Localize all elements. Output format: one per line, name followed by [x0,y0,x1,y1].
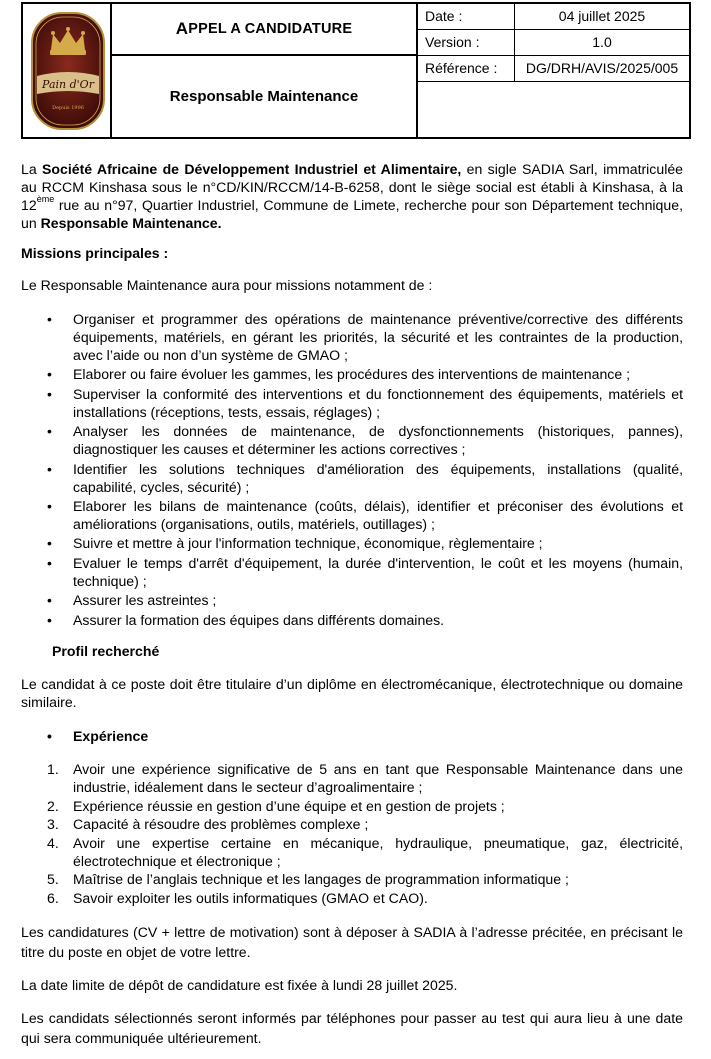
item-number: 4. [47,834,59,851]
intro-sup: ème [36,194,55,205]
profil-text: Le candidat à ce poste doit être titulaire d’un diplôme en électromécanique, électrotechnique ou domaine similaire. [21,675,683,710]
meta-value: DG/DRH/AVIS/2025/005 [514,56,689,81]
intro-role: Responsable Maintenance. [40,215,222,231]
intro-la: La [21,161,42,177]
missions-heading: Missions principales : [21,245,169,261]
intro-paragraph [21,160,683,232]
item-number: 2. [47,797,59,814]
pain-dor-logo [31,12,105,130]
meta-value: 04 juillet 2025 [514,4,689,29]
closing-paragraph-1: Les candidatures (CV + lettre de motivation) sont à déposer à SADIA à l’adresse précitée, en précisant le titre du poste en objet de votre lettre. [21,924,683,961]
item-text: Expérience réussie en gestion d’une équipe et en gestion de projets ; [73,797,505,814]
logo-cell [23,4,112,137]
meta-table [416,4,689,137]
intro-text-1: en sigle SADIA Sarl, immatriculée au RCCM Kinshasa sous le n°CD/KIN/RCCM/14-B-6258, dont le siège social est établi à Kinshasa, à la 12 [21,161,684,213]
item-text: Avoir une expérience significative de 5 ans en tant que Responsable Maintenance dans une industrie, idéalement dans le secteur d’agroalimentaire ; [73,761,683,796]
meta-key: Version : [425,34,480,50]
item-number: 6. [47,889,59,906]
list-item: • Assurer les astreintes ; [21,591,683,609]
experience-list [21,760,683,907]
meta-key: Référence : [425,60,498,76]
missions-list [21,310,683,629]
profil-heading: Profil recherché [52,642,160,659]
experience-label: • Expérience [21,727,683,745]
item-number: 3. [47,816,59,833]
document-header [21,2,691,139]
list-item: • Analyser les données de maintenance, de dysfonctionnements (historiques, pannes), diagnostiquer les causes et déterminer les actions correctives ; [21,422,683,458]
document-body [21,160,683,1048]
list-item [21,870,683,888]
logo-tagline: Depuis 1996 [52,105,84,111]
title-rest: PPEL A CANDIDATURE [188,21,353,37]
list-item: • Suivre et mettre à jour l'information technique, économique, règlementaire ; [21,534,683,552]
item-text: Savoir exploiter les outils informatiques (GMAO et CAO). [73,889,428,906]
list-item: • Elaborer les bilans de maintenance (coûts, délais), identifier et préconiser des évolutions et améliorations (organisations, outils, matériels, outillages) ; [21,497,683,533]
logo-text: Pain d'Or [42,78,94,91]
list-item: • Assurer la formation des équipes dans différents domaines. [21,611,683,629]
list-item [21,834,683,870]
meta-row-date [418,4,689,30]
closing-paragraph-3: Les candidats sélectionnés seront informés par téléphones pour passer au test qui aura lieu à une date qui sera communiquée ultérieurement. [21,1010,683,1047]
meta-value: 1.0 [514,30,689,55]
list-item: • Superviser la conformité des interventions et du fonctionnement des équipements, matériels et installations (réceptions, tests, essais, réglages) ; [21,385,683,421]
list-item: • Identifier les solutions techniques d'amélioration des équipements, installations (qualité, capabilité, cycles, sécurité) ; [21,460,683,496]
item-text: Avoir une expertise certaine en mécanique, hydraulique, pneumatique, gaz, électricité, électrotechnique et électronique ; [73,834,683,869]
item-text: Capacité à résoudre des problèmes complexe ; [73,816,369,833]
list-item [21,797,683,815]
list-item [21,815,683,833]
experience-label-list [21,727,683,745]
document-title [112,4,416,56]
list-item [21,889,683,907]
intro-text-2: rue au n°97, Quartier Industriel, Commune de Limete, recherche pour son Département technique, un [21,197,683,231]
item-number: 1. [47,761,59,778]
job-title: Responsable Maintenance [169,88,359,105]
list-item [21,760,683,796]
list-item: • Organiser et programmer des opérations de maintenance préventive/corrective des différents équipements, matériels, en gérant les priorités, la sécurité et les contraintes de la production, avec l’aide ou non d’un système de GMAO ; [21,310,683,364]
meta-key: Date : [425,8,463,24]
missions-lead: Le Responsable Maintenance aura pour missions notamment de : [21,277,433,293]
list-item: • Elaborer ou faire évoluer les gammes, les procédures des interventions de maintenance ; [21,365,683,383]
meta-row-version [418,30,689,56]
title-initial: A [175,19,189,38]
item-number: 5. [47,871,59,888]
item-text: Maîtrise de l’anglais technique et les langages de programmation informatique ; [73,871,569,888]
company-name: Société Africaine de Développement Industriel et Alimentaire, [42,161,462,177]
meta-row-reference [418,56,689,82]
closing-paragraph-2: La date limite de dépôt de candidature est fixée à lundi 28 juillet 2025. [21,977,458,994]
list-item: • Evaluer le temps d'arrêt d'équipement, la durée d'intervention, le coût et les moyens (humain, technique) ; [21,554,683,590]
